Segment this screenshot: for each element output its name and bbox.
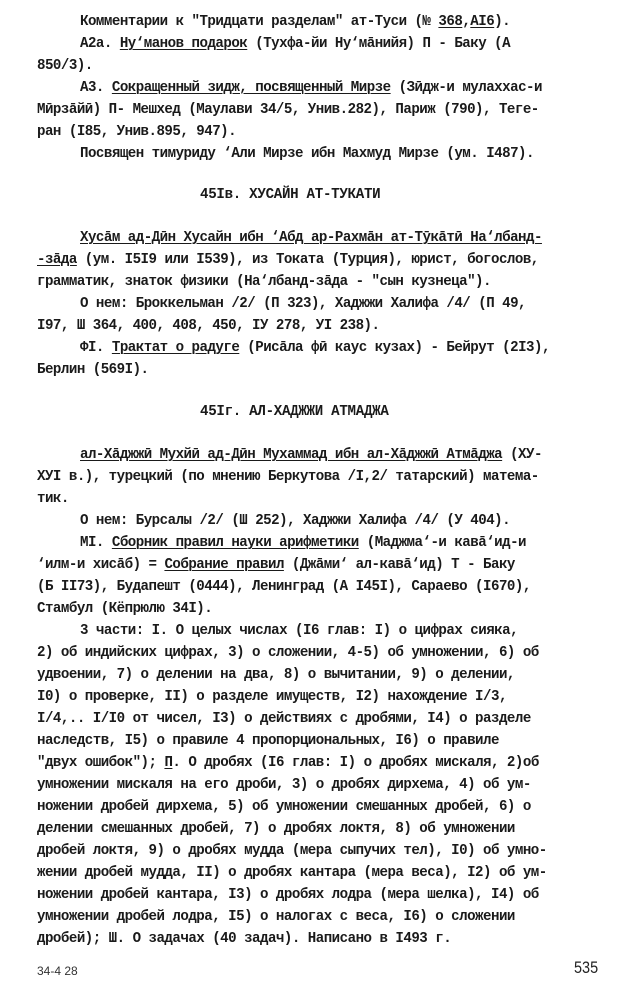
text-line — [80, 11, 510, 31]
text-segment: ). — [494, 12, 511, 30]
printer-signature: 34-4 28 — [37, 964, 78, 978]
text-segment: (Б II73), Будапешт (0444), Ленинград (А I45I), Сараево (I670), — [37, 577, 531, 595]
text-segment: 2) об индийских цифрах, 3) о сложении, 4-5) об умножении, 6) об — [37, 643, 539, 661]
underlined-title: Трактат о радуге — [111, 338, 240, 356]
text-line — [37, 686, 507, 706]
text-segment: А2а. — [80, 34, 120, 52]
text-segment: Стамбул (Кёпрюлю 34I). — [37, 599, 213, 617]
text-line — [37, 928, 451, 948]
text-line — [37, 774, 531, 794]
text-segment: . О дробях (I6 глав: I) о дробях мискаля, 2)об — [172, 753, 539, 771]
underlined-title: Ну‘манов подарок — [119, 34, 248, 52]
underlined-title: Сокращенный зидж, посвященный Мирзе — [111, 78, 391, 96]
underlined-title: АI6 — [470, 12, 495, 30]
text-segment: ран (I85, Унив.895, 947). — [37, 122, 237, 140]
text-segment: дробей локтя, 9) о дробях мудда (мера сыпучих тел), I0) об умно- — [37, 841, 547, 859]
text-line — [80, 532, 526, 552]
text-line — [37, 884, 539, 904]
text-line — [37, 708, 531, 728]
underlined-title: Собрание правил — [164, 555, 284, 573]
text-segment: ‘илм-и хисāб) = — [37, 555, 165, 573]
text-line — [37, 99, 539, 119]
section-heading: 45Iг. АЛ-ХАДЖЖИ АТМАДЖА — [200, 402, 389, 420]
text-segment: "двух ошибок"); — [37, 753, 165, 771]
text-line — [80, 444, 542, 464]
text-line — [37, 359, 149, 379]
text-line — [37, 554, 515, 574]
text-segment: ХУI в.), турецкий (по мнению Беркутова /I,2/ татарский) матема- — [37, 467, 539, 485]
text-segment: жении дробей мудда, II) о дробях кантара (мера веса), I2) об ум- — [37, 863, 547, 881]
text-segment: умножении мискаля на его дроби, 3) о дробях дирхема, 4) об ум- — [37, 775, 531, 793]
text-segment: О нем: Бурсалы /2/ (Ш 252), Хаджжи Халифа /4/ (У 404). — [80, 511, 511, 529]
text-line — [80, 337, 550, 357]
underlined-title: Хусāм ад-Дӣн Хусайн ибн ‘Абд ар-Рахмāн ат-Тӯкāтӣ На‘лбанд- — [80, 228, 542, 246]
text-segment: Мӣрзāйӣ) П- Мешхед (Маулави 34/5, Унив.282), Париж (790), Теге- — [37, 100, 539, 118]
page-number: 535 — [574, 958, 599, 977]
text-segment: удвоении, 7) о делении на два, 8) о вычитании, 9) о делении, — [37, 665, 515, 683]
text-segment: дробей); Ш. О задачах (40 задач). Написано в I493 г. — [37, 929, 452, 947]
text-line — [80, 227, 542, 247]
text-line — [80, 143, 534, 163]
text-segment: ножении дробей дирхема, 5) об умножении смешанных дробей, 6) о — [37, 797, 531, 815]
text-line — [37, 55, 93, 75]
text-segment: наследств, I5) о правиле 4 пропорциональных, I6) о правиле — [37, 731, 499, 749]
text-segment: I/4,.. I/I0 от чисел, I3) о действиях с дробями, I4) о разделе — [37, 709, 531, 727]
text-segment: делении смешанных дробей, 7) о дробях локтя, 8) об умножении — [37, 819, 515, 837]
text-segment: (Джāми‘ ал-кавā‘ид) Т - Баку — [283, 555, 515, 573]
text-line — [37, 730, 499, 750]
text-segment: ФI. — [80, 338, 112, 356]
text-line — [37, 664, 515, 684]
text-segment: (Тухфа-йи Ну‘мāнийя) П - Баку (А — [247, 34, 511, 52]
text-segment: I0) о проверке, II) о разделе имуществ, I2) нахождение I/3, — [37, 687, 507, 705]
text-line — [37, 642, 539, 662]
text-line — [37, 488, 69, 508]
section-heading: 45Iв. ХУСАЙН АТ-ТУКАТИ — [200, 185, 381, 203]
text-segment: (ум. I5I9 или I539), из Токата (Турция), юрист, богослов, — [76, 250, 539, 268]
underlined-title: П — [164, 753, 173, 771]
text-segment: 3 части: I. О целых числах (I6 глав: I) о цифрах сияка, — [80, 621, 519, 639]
text-line — [37, 249, 539, 269]
text-line — [80, 293, 526, 313]
text-line — [37, 818, 515, 838]
underlined-title: ал-Хāджжӣ Мухйӣ ад-Дӣн Мухаммад ибн ал-Хāджжӣ Атмāджа — [80, 445, 503, 463]
text-segment: А3. — [80, 78, 112, 96]
text-line — [80, 77, 542, 97]
text-line — [80, 510, 510, 530]
text-segment: МI. — [80, 533, 112, 551]
text-line — [37, 796, 531, 816]
text-segment: (Зӣдж-и мулаххас-и — [390, 78, 542, 96]
text-line — [37, 121, 236, 141]
text-segment: , — [462, 12, 471, 30]
underlined-title: -зāда — [37, 250, 77, 268]
text-segment: (ХУ- — [502, 445, 542, 463]
text-segment: грамматик, знаток физики (На‘лбанд-зāда - "сын кузнеца"). — [37, 272, 491, 290]
text-segment: (Маджма‘-и кавā‘ид-и — [358, 533, 527, 551]
text-segment: Комментарии к "Тридцати разделам" ат-Туси (№ — [80, 12, 439, 30]
text-line — [80, 620, 518, 640]
underlined-title: 368 — [438, 12, 463, 30]
text-segment: 850/3). — [37, 56, 93, 74]
text-line — [37, 862, 547, 882]
text-segment: Посвящен тимуриду ‘Али Мирзе ибн Махмуд Мирзе (ум. I487). — [80, 144, 534, 162]
text-line — [37, 840, 547, 860]
text-line — [37, 466, 539, 486]
text-segment: (Рисāла фӣ каус кузах) - Бейрут (2I3), — [239, 338, 550, 356]
text-line — [37, 752, 539, 772]
text-segment: ножении дробей кантара, I3) о дробях лодра (мера шелка), I4) об — [37, 885, 539, 903]
text-line — [37, 315, 379, 335]
text-segment: тик. — [37, 489, 69, 507]
text-segment: I97, Ш 364, 400, 408, 450, IУ 278, УI 238). — [37, 316, 380, 334]
text-line — [37, 271, 491, 291]
text-line — [37, 906, 515, 926]
underlined-title: Сборник правил науки арифметики — [111, 533, 359, 551]
text-segment: умножении дробей лодра, I5) о налогах с веса, I6) о сложении — [37, 907, 515, 925]
text-segment: О нем: Броккельман /2/ (П 323), Хаджжи Халифа /4/ (П 49, — [80, 294, 527, 312]
text-line — [80, 33, 510, 53]
text-line — [37, 598, 212, 618]
text-line — [37, 576, 531, 596]
text-segment: Берлин (569I). — [37, 360, 149, 378]
